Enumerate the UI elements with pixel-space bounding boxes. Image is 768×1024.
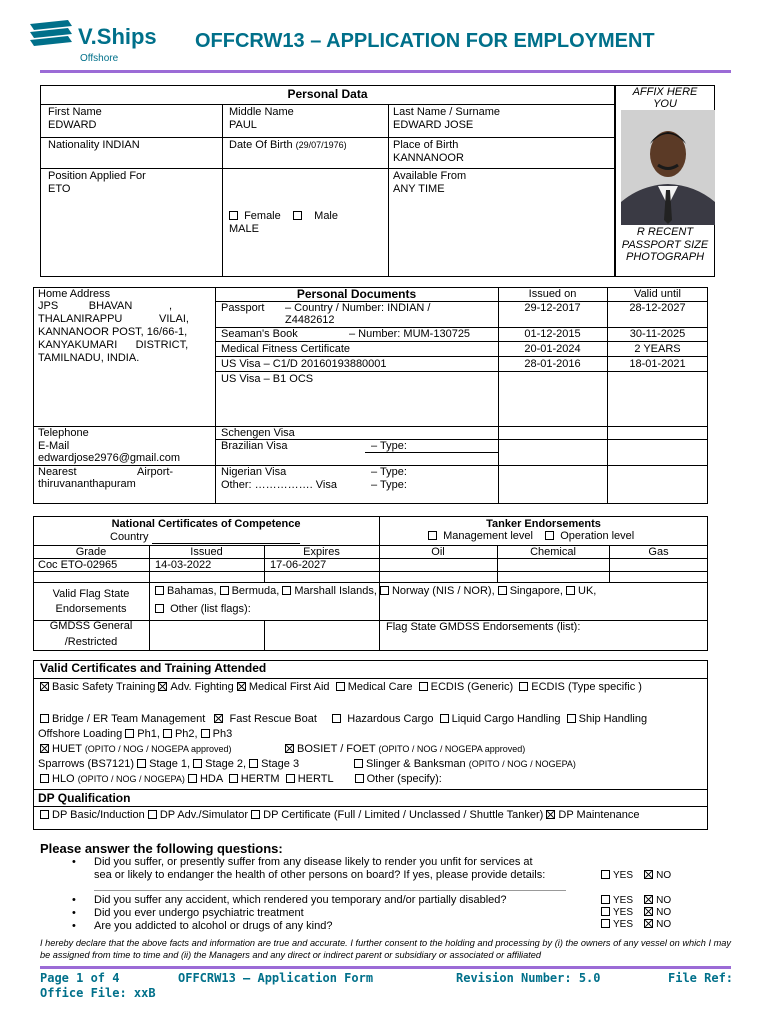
ecdis-type-checkbox[interactable] bbox=[519, 682, 528, 691]
dp-cert-label: DP Certificate (Full / Limited / Unclassed / Shuttle Tanker) bbox=[263, 809, 544, 821]
hertl-label: HERTL bbox=[297, 773, 334, 785]
stage2-label: Stage 2, bbox=[205, 758, 247, 770]
flag-norway: Norway (NIS / NOR), bbox=[391, 585, 495, 597]
brazil-type: – Type: bbox=[371, 440, 407, 452]
q3-yes-label: YES bbox=[613, 907, 634, 918]
q2-yes-label: YES bbox=[613, 895, 634, 906]
huet-checkbox[interactable] bbox=[40, 744, 49, 753]
seaman-book-issued: 01-12-2015 bbox=[524, 328, 581, 340]
email-label: E-Mail bbox=[38, 440, 70, 452]
mfa-label: Medical First Aid bbox=[248, 681, 330, 693]
ecdis-generic-checkbox[interactable] bbox=[419, 682, 428, 691]
other-training-checkbox[interactable] bbox=[355, 774, 364, 783]
frb-label: Fast Rescue Boat bbox=[229, 713, 317, 725]
airport-value: thiruvananthapuram bbox=[38, 478, 136, 490]
flag-endorsements-label: Valid Flag State Endorsements bbox=[52, 588, 130, 615]
col-grade: Grade bbox=[75, 546, 107, 558]
bosiet-checkbox[interactable] bbox=[285, 744, 294, 753]
q4-answer bbox=[601, 918, 671, 931]
q1-line-2: sea or likely to endanger the health of other persons on board? If yes, please provide details: bbox=[94, 869, 546, 881]
valid-until-header: Valid until bbox=[634, 288, 681, 300]
us-visa-b1-label: US Visa – B1 OCS bbox=[221, 373, 314, 385]
ecdis-generic-label: ECDIS (Generic) bbox=[430, 681, 514, 693]
address-line-4: KANYAKUMARI DISTRICT, bbox=[38, 339, 189, 351]
hlo-label: HLO bbox=[52, 773, 75, 785]
stage3-label: Stage 3 bbox=[261, 758, 300, 770]
col-issued: Issued bbox=[190, 546, 223, 558]
q4-no-checkbox[interactable] bbox=[644, 919, 653, 928]
q2-bullet: • bbox=[72, 894, 76, 906]
training-row-1 bbox=[40, 681, 642, 694]
liquid-cargo-checkbox[interactable] bbox=[440, 714, 449, 723]
q4-text: Are you addicted to alcohol or drugs of any kind? bbox=[94, 920, 333, 932]
ph2-label: Ph2, bbox=[174, 728, 198, 740]
photo-caption-top: AFFIX HERE YOU bbox=[632, 86, 698, 110]
flag-bahamas: Bahamas, bbox=[167, 585, 217, 597]
coc-country-label: Country bbox=[110, 531, 149, 543]
other-visa-label: Other: ……………. Visa bbox=[221, 479, 337, 491]
frb-checkbox[interactable] bbox=[214, 714, 223, 723]
slinger-checkbox[interactable] bbox=[354, 759, 363, 768]
passport-number: Z4482612 bbox=[285, 314, 335, 326]
dob-label: Date Of Birth bbox=[229, 139, 293, 151]
ph1-checkbox[interactable] bbox=[125, 729, 134, 738]
seaman-book-valid: 30-11-2025 bbox=[629, 328, 686, 340]
management-level-label: Management level bbox=[443, 530, 533, 542]
footer-page: Page 1 of 4 bbox=[40, 971, 120, 985]
q3-text: Did you ever undergo psychiatric treatment bbox=[94, 907, 304, 919]
huet-sub: (OPITO / NOG / NOGEPA approved) bbox=[84, 744, 232, 754]
applicant-photo bbox=[621, 110, 715, 225]
q1-no-label: NO bbox=[656, 870, 672, 881]
hda-checkbox[interactable] bbox=[188, 774, 197, 783]
ecdis-type-label: ECDIS (Type specific ) bbox=[531, 681, 642, 693]
dp-maintenance-label: DP Maintenance bbox=[558, 809, 640, 821]
flag-list bbox=[155, 585, 596, 598]
dp-heading: DP Qualification bbox=[38, 791, 131, 805]
position-value: ETO bbox=[48, 183, 71, 195]
address-line-5: TAMILNADU, INDIA. bbox=[38, 352, 140, 364]
training-heading: Valid Certificates and Training Attended bbox=[40, 661, 267, 675]
header-rule bbox=[40, 70, 731, 73]
medical-valid: 2 YEARS bbox=[634, 343, 681, 355]
medical-care-checkbox[interactable] bbox=[336, 682, 345, 691]
sparrows-label: Sparrows (BS7121) bbox=[38, 758, 134, 770]
q3-yes-checkbox[interactable] bbox=[601, 907, 610, 916]
other-flags bbox=[155, 603, 251, 616]
gmdss-label: GMDSS General /Restricted bbox=[49, 620, 133, 648]
position-label: Position Applied For bbox=[48, 170, 146, 182]
declaration-text: I hereby declare that the above facts and information are true and accurate. I further consent to the holding and processing by (i) the owners of any vessel on which I may be assigned from time to time and (ii) the Managers and any direct or indirect parent or subsidiary or associated or affiliated bbox=[40, 938, 731, 960]
ph2-checkbox[interactable] bbox=[163, 729, 172, 738]
seaman-book-label: Seaman's Book bbox=[221, 328, 298, 340]
nigeria-label: Nigerian Visa bbox=[221, 466, 287, 478]
tanker-levels bbox=[428, 530, 634, 543]
q4-yes-checkbox[interactable] bbox=[601, 919, 610, 928]
us-visa-c1d-valid: 18-01-2021 bbox=[629, 358, 686, 370]
nigeria-type: – Type: bbox=[371, 466, 407, 478]
stage1-checkbox[interactable] bbox=[137, 759, 146, 768]
col-gas: Gas bbox=[648, 546, 669, 558]
q4-no-label: NO bbox=[656, 919, 672, 930]
stage3-checkbox[interactable] bbox=[249, 759, 258, 768]
q4-bullet: • bbox=[72, 920, 76, 932]
liquid-cargo-label: Liquid Cargo Handling bbox=[451, 713, 561, 725]
slinger-item bbox=[354, 758, 576, 771]
management-level-checkbox[interactable] bbox=[428, 531, 437, 540]
coc-expires-value: 17-06-2027 bbox=[270, 559, 327, 571]
flag-marshall: Marshall Islands, bbox=[294, 585, 377, 597]
passport-valid: 28-12-2027 bbox=[629, 302, 686, 314]
available-label: Available From bbox=[393, 170, 467, 182]
other-visa-type: – Type: bbox=[371, 479, 407, 491]
ship-handling-checkbox[interactable] bbox=[567, 714, 576, 723]
address-line-1: JPS BHAVAN , bbox=[38, 300, 173, 312]
col-chemical: Chemical bbox=[530, 546, 576, 558]
last-name-value: EDWARD JOSE bbox=[393, 119, 474, 131]
ph1-label: Ph1, bbox=[137, 728, 160, 740]
q1-bullet: • bbox=[72, 856, 76, 868]
flag-singapore: Singapore, bbox=[509, 585, 563, 597]
operation-level-checkbox[interactable] bbox=[545, 531, 554, 540]
operation-level-label: Operation level bbox=[560, 530, 635, 542]
singapore-checkbox[interactable] bbox=[498, 586, 507, 595]
other-training-label: Other (specify): bbox=[366, 773, 442, 785]
photo-caption-bottom: R RECENT PASSPORT SIZE PHOTOGRAPH bbox=[621, 226, 709, 263]
email-value: edwardjose2976@gmail.com bbox=[38, 452, 181, 464]
adv-fighting-label: Adv. Fighting bbox=[170, 681, 234, 693]
middle-name-label: Middle Name bbox=[229, 106, 294, 118]
footer-rule bbox=[40, 966, 731, 969]
questions-heading: Please answer the following questions: bbox=[40, 841, 283, 856]
logo-name: V.Ships bbox=[78, 24, 157, 49]
huet-item bbox=[40, 743, 232, 756]
col-oil: Oil bbox=[431, 546, 445, 558]
footer-revision: Revision Number: 5.0 bbox=[456, 971, 601, 985]
address-line-2: THALANIRAPPU VILAI, bbox=[38, 313, 189, 325]
airport-label: Nearest Airport- bbox=[38, 466, 174, 478]
logo-sub: Offshore bbox=[80, 53, 119, 64]
hertm-checkbox[interactable] bbox=[229, 774, 238, 783]
hazardous-label: Hazardous Cargo bbox=[347, 713, 434, 725]
hlo-sub: (OPITO / NOG / NOGEPA) bbox=[77, 774, 185, 784]
other-flags-checkbox[interactable] bbox=[155, 604, 164, 613]
us-visa-c1d-label: US Visa – C1/D 20160193880001 bbox=[221, 358, 387, 370]
q4-yes-label: YES bbox=[613, 919, 634, 930]
huet-label: HUET bbox=[52, 743, 82, 755]
medical-care-label: Medical Care bbox=[347, 681, 413, 693]
logo bbox=[28, 18, 178, 66]
seaman-book-detail: – Number: MUM-130725 bbox=[349, 328, 471, 340]
dp-basic-checkbox[interactable] bbox=[40, 810, 49, 819]
sparrows-row bbox=[38, 758, 299, 771]
first-name-label: First Name bbox=[48, 106, 102, 118]
stage2-checkbox[interactable] bbox=[193, 759, 202, 768]
norway-checkbox[interactable] bbox=[380, 586, 389, 595]
male-checkbox[interactable] bbox=[293, 211, 302, 220]
dp-row bbox=[40, 809, 640, 822]
bermuda-checkbox[interactable] bbox=[220, 586, 229, 595]
gender-value: MALE bbox=[229, 223, 259, 235]
footer-ref: File Ref: bbox=[668, 971, 734, 985]
dp-adv-label: DP Adv./Simulator bbox=[159, 809, 249, 821]
footer-office: Office File: xxB bbox=[40, 986, 156, 1000]
flag-bermuda: Bermuda, bbox=[231, 585, 280, 597]
offshore-row bbox=[38, 728, 232, 741]
dp-maintenance-checkbox[interactable] bbox=[546, 810, 555, 819]
female-checkbox[interactable] bbox=[229, 211, 238, 220]
mfa-checkbox[interactable] bbox=[237, 682, 246, 691]
issued-on-header: Issued on bbox=[528, 288, 577, 300]
q3-no-checkbox[interactable] bbox=[644, 907, 653, 916]
offshore-label: Offshore Loading bbox=[38, 728, 123, 740]
brazil-label: Brazilian Visa bbox=[221, 440, 288, 452]
available-value: ANY TIME bbox=[393, 183, 445, 195]
personal-data-heading: Personal Data bbox=[287, 87, 368, 101]
page-title: OFFCRW13 – APPLICATION FOR EMPLOYMENT bbox=[195, 30, 655, 52]
bosiet-sub: (OPITO / NOG / NOGEPA approved) bbox=[378, 744, 526, 754]
gender-options bbox=[229, 210, 338, 223]
tanker-heading: Tanker Endorsements bbox=[486, 518, 601, 530]
middle-name-value: PAUL bbox=[229, 119, 257, 131]
schengen-label: Schengen Visa bbox=[221, 427, 295, 439]
passport-label: Passport bbox=[221, 302, 265, 314]
coc-issued-value: 14-03-2022 bbox=[155, 559, 212, 571]
hlo-row bbox=[40, 773, 442, 786]
male-label: Male bbox=[314, 210, 338, 222]
adv-fighting-checkbox[interactable] bbox=[158, 682, 167, 691]
dob-field bbox=[229, 139, 347, 152]
marshall-checkbox[interactable] bbox=[282, 586, 291, 595]
q2-no-checkbox[interactable] bbox=[644, 895, 653, 904]
address-label: Home Address bbox=[38, 288, 111, 300]
flag-gmdss-label: Flag State GMDSS Endorsements (list): bbox=[386, 621, 581, 633]
female-label: Female bbox=[244, 210, 281, 222]
vships-logo-icon bbox=[28, 20, 74, 52]
slinger-label: Slinger & Banksman bbox=[366, 758, 466, 770]
us-visa-c1d-issued: 28-01-2016 bbox=[524, 358, 581, 370]
hazardous-checkbox[interactable] bbox=[332, 714, 341, 723]
medical-issued: 20-01-2024 bbox=[524, 343, 581, 355]
hertl-checkbox[interactable] bbox=[286, 774, 295, 783]
uk-checkbox[interactable] bbox=[566, 586, 575, 595]
slinger-sub: (OPITO / NOG / NOGEPA) bbox=[468, 759, 576, 769]
ph3-checkbox[interactable] bbox=[201, 729, 210, 738]
address-line-3: KANNANOOR POST, 16/66-1, bbox=[38, 326, 188, 338]
bst-label: Basic Safety Training bbox=[52, 681, 156, 693]
bst-checkbox[interactable] bbox=[40, 682, 49, 691]
q1-line-1: Did you suffer, or presently suffer from any disease likely to render you unfit for services at bbox=[94, 856, 533, 868]
pob-value: KANNANOOR bbox=[393, 152, 464, 164]
q2-no-label: NO bbox=[656, 895, 672, 906]
bridge-er-checkbox[interactable] bbox=[40, 714, 49, 723]
footer-form: OFFCRW13 – Application Form bbox=[178, 971, 374, 985]
first-name-value: EDWARD bbox=[48, 119, 97, 131]
stage1-label: Stage 1, bbox=[149, 758, 191, 770]
q2-yes-checkbox[interactable] bbox=[601, 895, 610, 904]
bridge-er-label: Bridge / ER Team Management bbox=[52, 713, 206, 725]
dp-adv-checkbox[interactable] bbox=[148, 810, 157, 819]
hda-label: HDA bbox=[199, 773, 223, 785]
hlo-checkbox[interactable] bbox=[40, 774, 49, 783]
coc-grade-value: Coc ETO-02965 bbox=[38, 559, 118, 571]
coc-heading: National Certificates of Competence bbox=[111, 518, 301, 530]
pob-label: Place of Birth bbox=[393, 139, 459, 151]
nationality: Nationality INDIAN bbox=[48, 139, 140, 151]
bosiet-item bbox=[285, 743, 525, 756]
hertm-label: HERTM bbox=[240, 773, 280, 785]
q1-answer bbox=[601, 869, 671, 882]
medical-label: Medical Fitness Certificate bbox=[221, 343, 350, 355]
q1-no-checkbox[interactable] bbox=[644, 870, 653, 879]
bahamas-checkbox[interactable] bbox=[155, 586, 164, 595]
flag-uk: UK, bbox=[578, 585, 597, 597]
passport-issued: 29-12-2017 bbox=[524, 302, 581, 314]
telephone-label: Telephone bbox=[38, 427, 89, 439]
q3-bullet: • bbox=[72, 907, 76, 919]
q2-text: Did you suffer any accident, which rendered you temporary and/or partially disabled? bbox=[94, 894, 507, 906]
q3-no-label: NO bbox=[656, 907, 672, 918]
dp-cert-checkbox[interactable] bbox=[251, 810, 260, 819]
documents-heading: Personal Documents bbox=[296, 287, 417, 301]
last-name-label: Last Name / Surname bbox=[393, 106, 500, 118]
q1-yes-label: YES bbox=[613, 870, 634, 881]
q1-yes-checkbox[interactable] bbox=[601, 870, 610, 879]
passport-detail: – Country / Number: INDIAN / bbox=[285, 302, 431, 314]
col-expires: Expires bbox=[303, 546, 340, 558]
training-row-2 bbox=[40, 713, 647, 726]
other-flags-label: Other (list flags): bbox=[170, 603, 251, 615]
ph3-label: Ph3 bbox=[212, 728, 233, 740]
dob-value: (29/07/1976) bbox=[295, 140, 347, 150]
ship-handling-label: Ship Handling bbox=[578, 713, 648, 725]
dp-basic-label: DP Basic/Induction bbox=[52, 809, 145, 821]
bosiet-label: BOSIET / FOET bbox=[297, 743, 376, 755]
